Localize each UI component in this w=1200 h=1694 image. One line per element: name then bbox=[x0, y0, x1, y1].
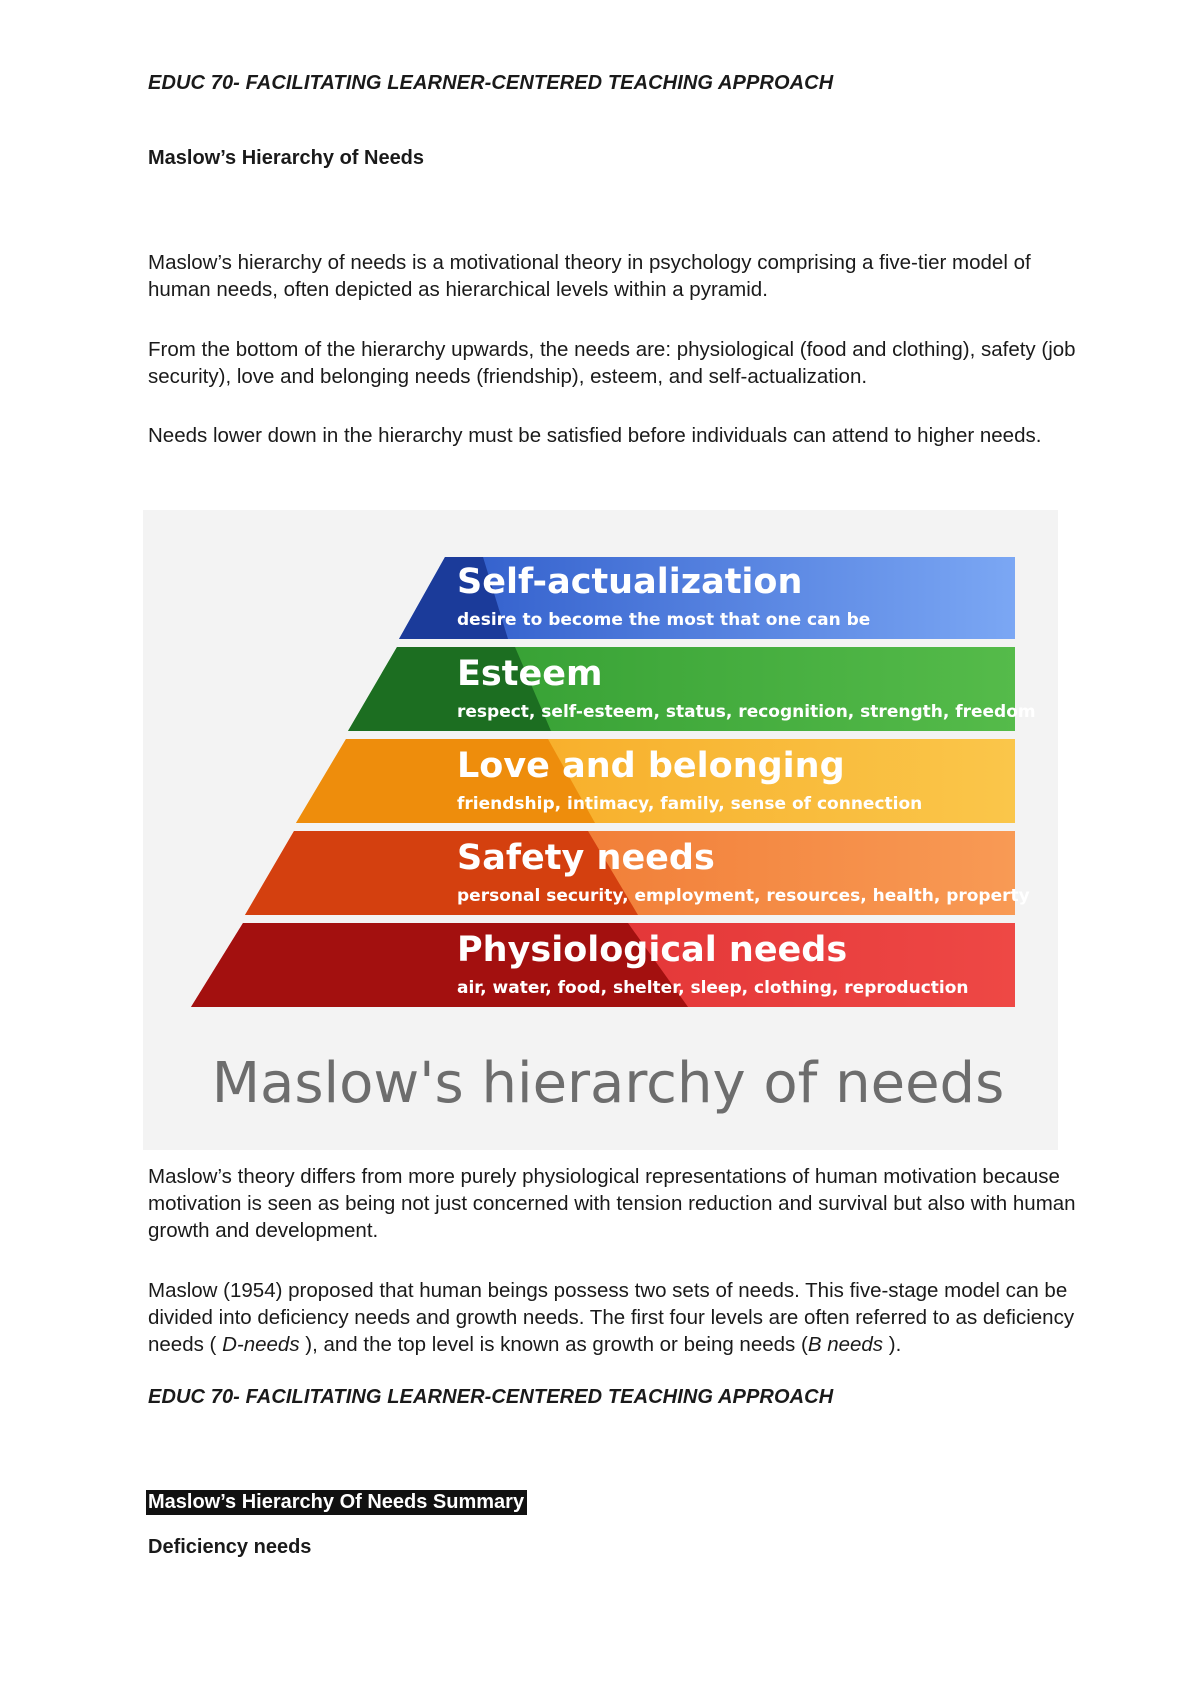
b-needs-term: B needs bbox=[807, 1333, 884, 1356]
level-desc-physiological: air, water, food, shelter, sleep, clothing, reproduction bbox=[457, 978, 969, 998]
level-title-safety: Safety needs bbox=[457, 838, 715, 878]
d-needs-term: D-needs bbox=[222, 1333, 300, 1356]
level-desc-safety: personal security, employment, resources, health, property bbox=[457, 886, 1030, 906]
level-title-love-belonging: Love and belonging bbox=[457, 746, 845, 786]
p5-text-3: ). bbox=[883, 1333, 902, 1356]
intro-paragraph-1: Maslow’s hierarchy of needs is a motivational theory in psychology comprising a five-tier model of human needs, often depicted as hierarchical levels within a pyramid. bbox=[148, 251, 1031, 301]
p5-text-1: Maslow (1954) proposed that human beings possess two sets of needs. This five-stage model can be divided into deficiency needs and growth needs. The first four levels are often referred to as deficiency needs ( bbox=[148, 1279, 1075, 1356]
level-desc-self-actualization: desire to become the most that one can be bbox=[457, 610, 871, 630]
level-title-esteem: Esteem bbox=[457, 654, 603, 694]
summary-heading-text: Maslow’s Hierarchy Of Needs Summary bbox=[146, 1490, 527, 1515]
level-desc-love-belonging: friendship, intimacy, family, sense of connection bbox=[457, 794, 923, 814]
level-title-physiological: Physiological needs bbox=[457, 930, 848, 970]
summary-heading bbox=[146, 1491, 527, 1514]
section-heading: Maslow’s Hierarchy of Needs bbox=[148, 147, 425, 169]
pyramid-svg bbox=[143, 510, 1058, 1150]
level-title-self-actualization: Self-actualization bbox=[457, 562, 803, 602]
intro-paragraph-2: From the bottom of the hierarchy upwards, the needs are: physiological (food and clothing), safety (job security), love and belonging needs (friendship), esteem, and self-actualization. bbox=[148, 338, 1076, 388]
body-paragraph-theory: Maslow’s theory differs from more purely physiological representations of human motivation because motivation is seen as being not just concerned with tension reduction and survival but also with human growth and development. bbox=[148, 1165, 1076, 1242]
course-title-top: EDUC 70- FACILITATING LEARNER-CENTERED TEACHING APPROACH bbox=[148, 72, 834, 94]
p5-text-2: ), and the top level is known as growth or being needs ( bbox=[299, 1333, 808, 1356]
course-title-bottom: EDUC 70- FACILITATING LEARNER-CENTERED TEACHING APPROACH bbox=[148, 1386, 834, 1408]
deficiency-needs-heading: Deficiency needs bbox=[148, 1536, 312, 1558]
intro-paragraph-3: Needs lower down in the hierarchy must be satisfied before individuals can attend to higher needs. bbox=[148, 424, 1042, 447]
level-desc-esteem: respect, self-esteem, status, recognition, strength, freedom bbox=[457, 702, 1036, 722]
figure-caption: Maslow's hierarchy of needs bbox=[211, 1051, 1005, 1116]
body-paragraph-two-sets bbox=[148, 1277, 1078, 1358]
maslow-pyramid-figure bbox=[143, 510, 1058, 1150]
